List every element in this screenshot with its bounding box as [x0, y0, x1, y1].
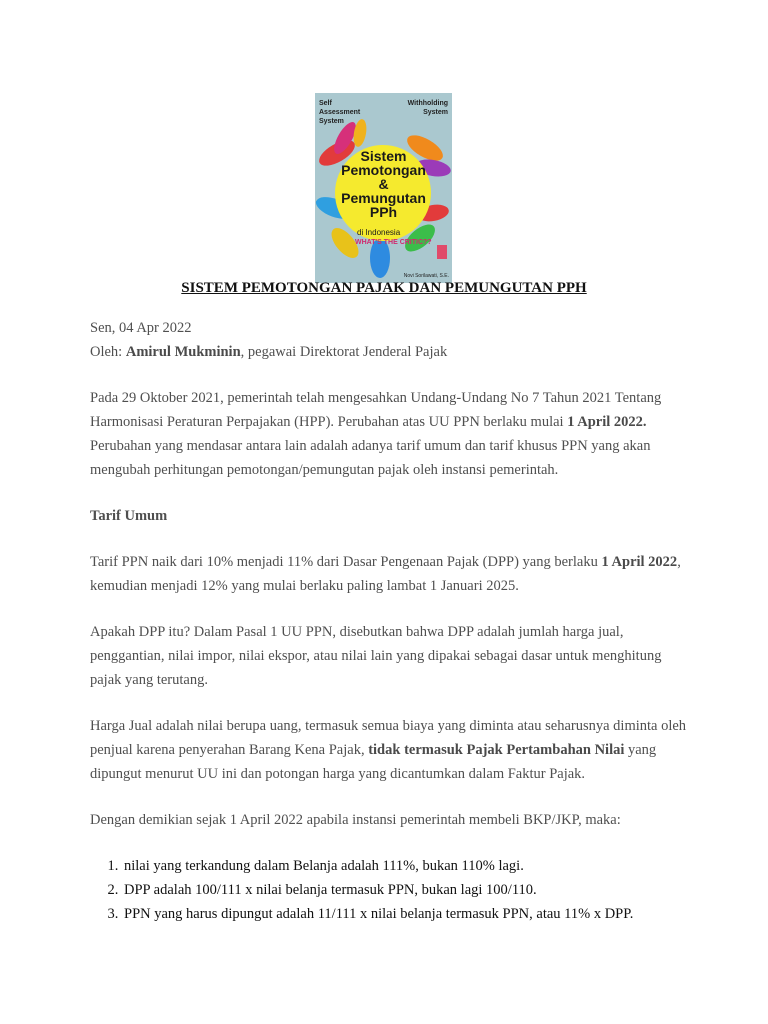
document-title: SISTEM PEMOTONGAN PAJAK DAN PEMUNGUTAN PPH: [181, 280, 587, 296]
paragraph-tarif: [90, 550, 690, 598]
cover-title-line: Sistem: [360, 148, 407, 164]
paragraph-bold: 1 April 2022.: [567, 414, 647, 430]
byline-suffix: , pegawai Direktorat Jenderal Pajak: [240, 344, 448, 360]
byline: [90, 340, 690, 364]
paragraph-text: , kemudian menjadi 12% yang mulai berlaku paling lambat 1 Januari 2025.: [90, 554, 681, 594]
cover-title-line: Pemotongan: [341, 162, 426, 178]
byline-prefix: Oleh:: [90, 344, 126, 360]
cover-title: [315, 149, 452, 219]
paragraph-intro: [90, 386, 690, 482]
list-item: 1. nilai yang terkandung dalam Belanja adalah 111%, bukan 110% lagi.: [122, 854, 690, 878]
cover-top-right-label: Withholding System: [407, 100, 448, 116]
book-cover-image: [315, 93, 452, 283]
cover-subtitle: di Indonesia: [357, 228, 401, 237]
cover-title-line: &: [378, 176, 389, 192]
numbered-list: [90, 854, 690, 926]
paragraph-text: Perubahan yang mendasar antara lain adalah adanya tarif umum dan tarif khusus PPN yang akan mengubah perhitungan pemotongan/pemungutan pajak oleh instansi pemerintah.: [90, 438, 651, 478]
list-item: 3. PPN yang harus dipungut adalah 11/111 x nilai belanja termasuk PPN, atau 11% x DPP.: [122, 902, 690, 926]
paragraph-text: Pada 29 Oktober 2021, pemerintah telah mengesahkan Undang-Undang No 7 Tahun 2021 Tentang Harmonisasi Peraturan Perpajakan (HPP). Perubahan atas UU PPN berlaku mulai: [90, 390, 662, 430]
paragraph-bold: 1 April 2022: [601, 554, 678, 570]
date-line: Sen, 04 Apr 2022: [90, 320, 192, 336]
article-body: [90, 316, 690, 926]
paragraph-text: yang dipungut menurut UU ini dan potongan harga yang dicantumkan dalam Faktur Pajak.: [90, 742, 657, 782]
cover-title-line: PPh: [369, 204, 398, 220]
paragraph-text: Harga Jual adalah nilai berupa uang, termasuk semua biaya yang diminta atau seharusnya diminta oleh penjual karena penyerahan Barang Kena Pajak,: [90, 718, 687, 758]
byline-author: Amirul Mukminin: [125, 344, 241, 360]
paragraph-bold: tidak termasuk Pajak Pertambahan Nilai: [368, 742, 625, 758]
paragraph-dpp: Apakah DPP itu? Dalam Pasal 1 UU PPN, disebutkan bahwa DPP adalah jumlah harga jual, penggantian, nilai impor, nilai ekspor, atau nilai lain yang dipakai sebagai dasar untuk menghitung pajak yang terutang.: [90, 624, 662, 688]
cover-author: Novi Sorilawati, S.E.: [403, 273, 449, 279]
paragraph-harga-jual: [90, 714, 690, 786]
paragraph-conclusion: Dengan demikian sejak 1 April 2022 apabila instansi pemerintah membeli BKP/JKP, maka:: [90, 812, 621, 828]
cover-title-line: Pemungutan: [341, 190, 426, 206]
section-heading: Tarif Umum: [90, 508, 168, 524]
paragraph-text: Tarif PPN naik dari 10% menjadi 11% dari Dasar Pengenaan Pajak (DPP) yang berlaku: [90, 554, 602, 570]
cover-top-left-label: Self Assessment System: [319, 100, 361, 125]
cover-tagline: WHAT'S THE CRITIC??: [355, 239, 432, 246]
list-item: 2. DPP adalah 100/111 x nilai belanja termasuk PPN, bukan lagi 100/110.: [122, 878, 690, 902]
